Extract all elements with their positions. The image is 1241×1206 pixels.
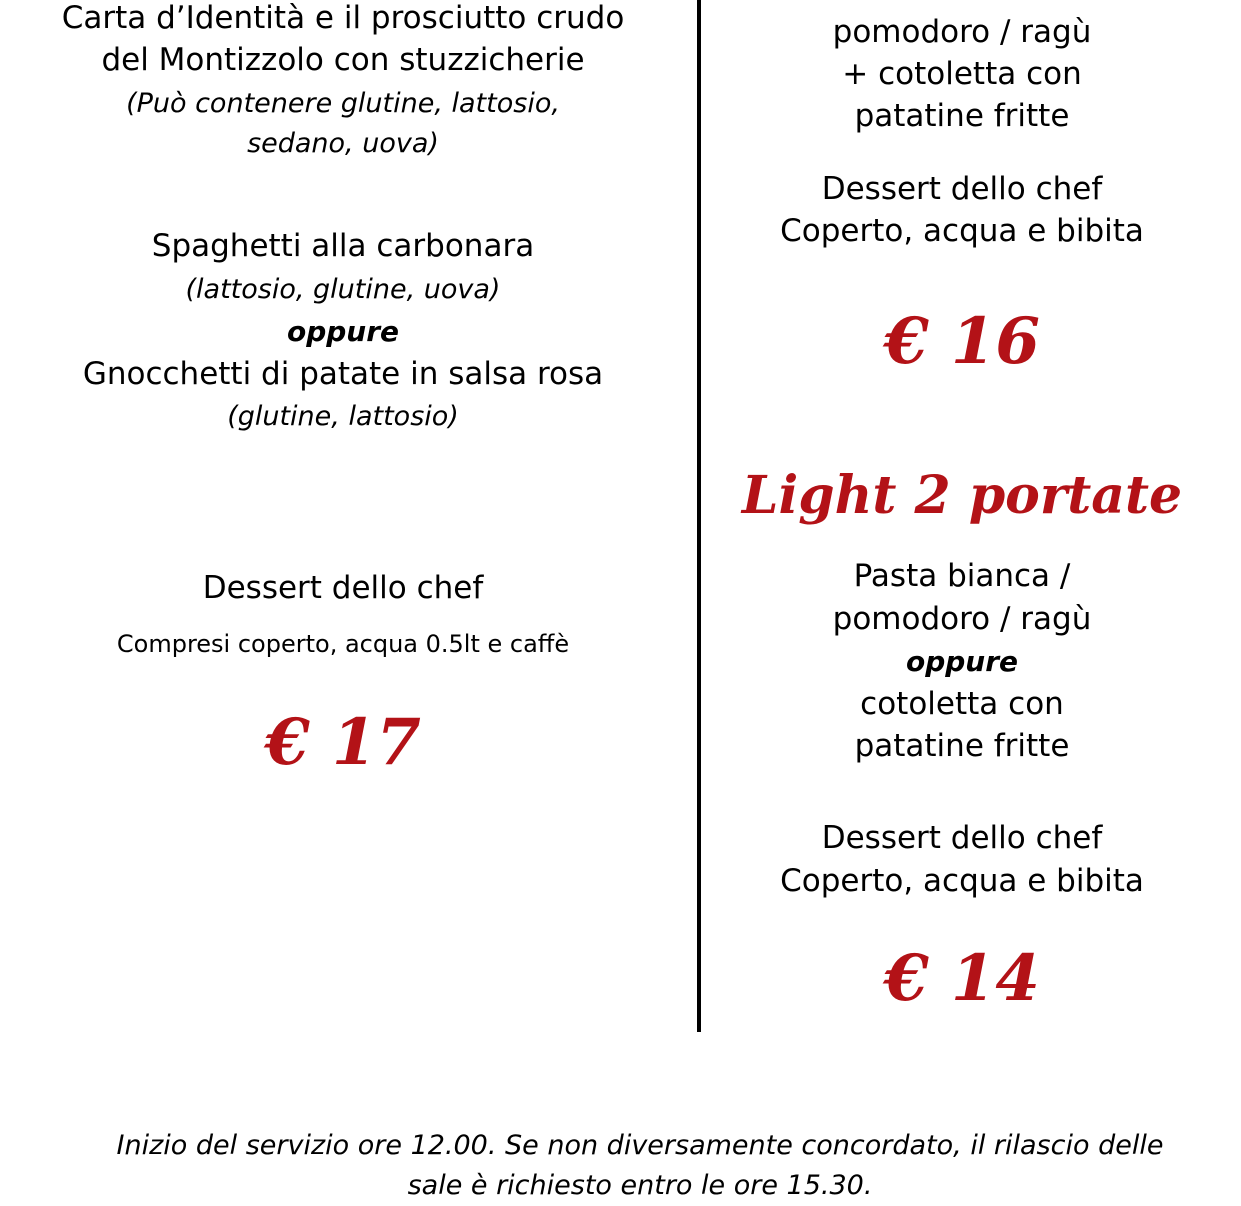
dessert-label: Dessert dello chef: [202, 570, 484, 606]
top-dessert-label: Dessert dello chef: [821, 171, 1103, 207]
light-line-3: cotoletta con: [860, 686, 1064, 722]
included-note: Compresi coperto, acqua 0.5lt e caffè: [116, 630, 570, 658]
service-footer: [60, 1126, 1220, 1206]
antipasto-allergen-note-2: sedano, uova): [247, 128, 439, 159]
antipasto-line-1: Carta d’Identità e il prosciutto crudo: [61, 0, 625, 36]
primo-gnocchetti-note: (glutine, lattosio): [227, 401, 459, 432]
antipasto-line-2: del Montizzolo con stuzzicherie: [101, 42, 585, 78]
column-divider: [697, 0, 701, 1032]
light-oppure-label: oppure: [905, 645, 1019, 678]
light-dessert-label: Dessert dello chef: [821, 820, 1103, 856]
primo-spaghetti-note: (lattosio, glutine, uova): [185, 274, 501, 305]
light-extras-label: Coperto, acqua e bibita: [780, 863, 1144, 899]
price-17: € 17: [265, 705, 421, 780]
antipasto-allergen-note-1: (Può contenere glutine, lattosio,: [126, 88, 560, 119]
oppure-label: oppure: [286, 315, 400, 348]
footer-line-1: Inizio del servizio ore 12.00. Se non diversamente concordato, il rilascio delle: [116, 1130, 1164, 1161]
light-menu-title: Light 2 portate: [741, 465, 1183, 526]
light-line-4: patatine fritte: [854, 728, 1070, 764]
price-14: € 14: [884, 941, 1040, 1016]
top-menu-line-1: pomodoro / ragù: [832, 14, 1092, 50]
footer-line-2: sale è richiesto entro le ore 15.30.: [407, 1170, 873, 1201]
top-menu-line-3: patatine fritte: [854, 98, 1070, 134]
price-16: € 16: [884, 304, 1040, 379]
primo-gnocchetti: Gnocchetti di patate in salsa rosa: [82, 356, 604, 392]
light-line-2: pomodoro / ragù: [832, 601, 1092, 637]
top-menu-line-2: + cotoletta con: [842, 56, 1082, 92]
top-extras-label: Coperto, acqua e bibita: [780, 213, 1144, 249]
primo-spaghetti: Spaghetti alla carbonara: [151, 228, 535, 264]
light-line-1: Pasta bianca /: [853, 558, 1071, 594]
